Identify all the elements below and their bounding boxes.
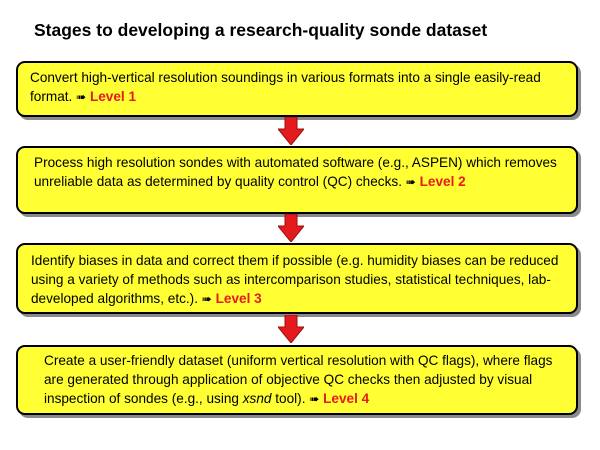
arrow-right-icon: ➠	[405, 175, 416, 189]
stage-3-text: Identify biases in data and correct them if possible (e.g. humidity biases can be reduced using a variety of methods such as intercomparison studies, statistical techniques, lab-developed algorithms, etc.).	[31, 253, 559, 306]
stage-4-text-after: tool).	[275, 391, 306, 406]
arrow-right-icon: ➠	[309, 392, 320, 406]
stage-4-level: Level 4	[323, 391, 370, 406]
arrow-right-icon: ➠	[201, 292, 212, 306]
down-arrow-icon	[278, 214, 304, 242]
stage-3-level: Level 3	[215, 291, 262, 306]
arrow-right-icon: ➠	[76, 90, 87, 104]
stage-1-level: Level 1	[89, 89, 137, 104]
stage-4-tool: xsnd	[242, 391, 272, 406]
stage-4-text: Create a user-friendly dataset (uniform vertical resolution with QC flags), where flags are generated through application of objective QC checks then adjusted by visual inspection of sondes (e.g., using	[44, 353, 553, 406]
diagram-title: Stages to developing a research-quality sonde dataset	[34, 20, 488, 40]
stage-box-3	[16, 243, 578, 314]
stage-box-1	[16, 61, 578, 117]
down-arrow-icon	[278, 117, 304, 145]
stage-2-content	[34, 153, 566, 192]
stage-1-text: Convert high-vertical resolution soundings in various formats into a single easily-read format.	[30, 70, 541, 104]
stage-box-4	[16, 345, 578, 415]
stage-2-text: Process high resolution sondes with automated software (e.g., ASPEN) which removes unreliable data as determined by quality control (QC) checks.	[34, 155, 557, 189]
stage-box-2	[16, 146, 578, 214]
stage-4-content	[44, 351, 566, 409]
stage-2-level: Level 2	[419, 174, 466, 189]
stage-3-content	[31, 251, 566, 309]
down-arrow-icon	[278, 315, 304, 343]
stage-1-content	[30, 68, 566, 107]
